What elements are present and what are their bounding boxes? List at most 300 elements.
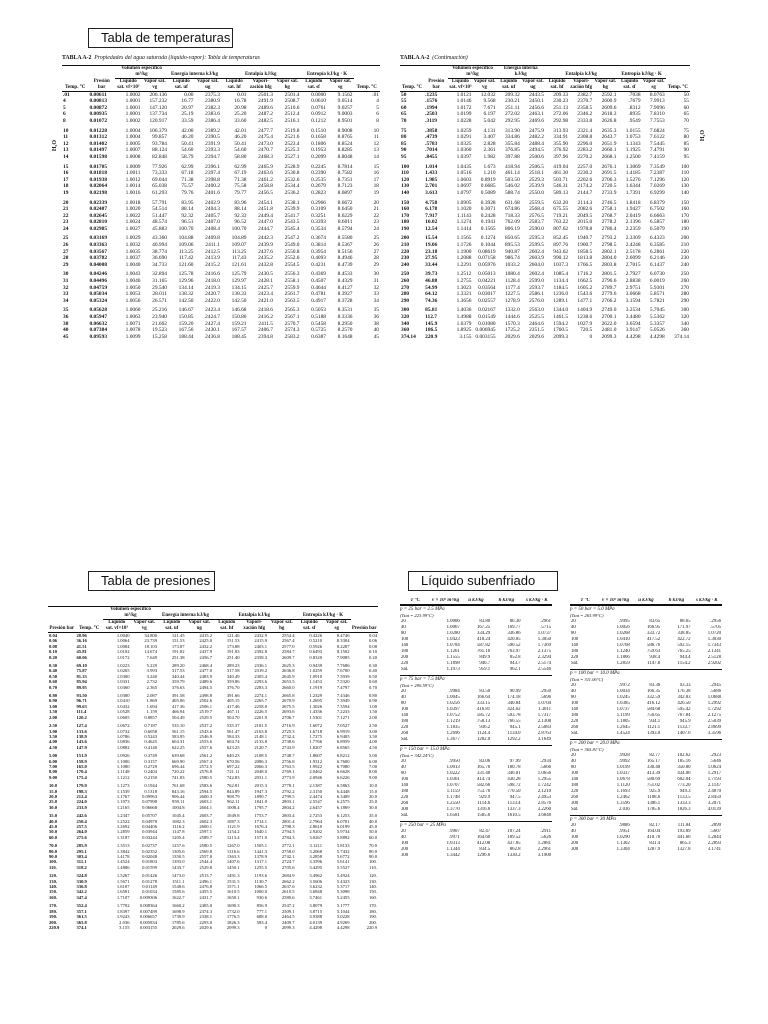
subcooled-column-header: v × 10³ m³/kg xyxy=(602,598,630,603)
table-cell: 2.365 xyxy=(146,684,157,690)
table-cell: 150 xyxy=(680,199,689,206)
table-cell: 1660.2 xyxy=(171,903,185,909)
table-cell: .9995 xyxy=(618,619,630,624)
table-cell: 64.12 xyxy=(425,291,438,298)
table-cell: 23.18 xyxy=(425,248,438,255)
table-cell: 1.0001 xyxy=(125,111,141,118)
table-cell: 2733.9 xyxy=(601,189,617,196)
table-cell: 2.9751 xyxy=(625,284,641,291)
table-cell: 1.0223 xyxy=(116,663,130,669)
table-cell: 32.894 xyxy=(152,271,167,278)
table-cell: 2498.8 xyxy=(199,693,212,699)
table-cell: 1.433 xyxy=(425,170,438,177)
table-row xyxy=(400,161,690,171)
table-cell: 2563.5 xyxy=(284,297,300,304)
table-cell: 1.0007 xyxy=(125,147,141,154)
table-cell: 1.7702 xyxy=(116,903,130,909)
table-cell: 16.78 xyxy=(234,98,247,105)
table-cell: 60.0 xyxy=(49,834,58,840)
table-cell: 35.0 xyxy=(368,813,377,819)
subcooled-column-header: h kJ/kg xyxy=(661,598,691,605)
table-cell: 35 xyxy=(373,307,379,314)
table-row xyxy=(62,105,380,112)
table-cell: 7.9085 xyxy=(336,654,350,660)
table-cell: 110 xyxy=(401,170,409,177)
table-cell: 2475.4 xyxy=(258,134,273,141)
table-cell: 8.5156 xyxy=(337,248,353,255)
table-cell: 230 xyxy=(680,255,689,262)
table-cell: 30 xyxy=(63,271,69,278)
table-cell: 320 xyxy=(401,314,410,320)
table-cell: 0.09593 xyxy=(89,333,108,340)
table-cell: 121.60 xyxy=(178,261,194,268)
table-cell: 107.24 xyxy=(507,829,521,834)
table-cell: 588.74 xyxy=(504,189,520,196)
table-cell: 2789.7 xyxy=(601,284,617,291)
table-cell: 2257.0 xyxy=(577,163,593,170)
table-cell: 1193.6 xyxy=(254,873,267,879)
table-cell: 1393.0 xyxy=(171,859,185,865)
table-cell: 2510.6 xyxy=(284,104,300,111)
table-cell: 1.3677 xyxy=(446,737,460,742)
table-cell: 0.8320 xyxy=(309,654,322,660)
table-cell: 1.0001 xyxy=(125,104,141,111)
table-cell: 2543.6 xyxy=(199,728,212,734)
table-cell: 1.1555 xyxy=(446,655,460,660)
table-cell: 334.91 xyxy=(553,134,569,141)
table-cell: 2464.6 xyxy=(529,320,544,327)
table-cell: 1690.3 xyxy=(226,903,240,909)
table-cell: 90.99 xyxy=(509,689,521,694)
table-cell: 2293.6 xyxy=(254,679,267,685)
table-cell: 142.50 xyxy=(178,297,194,304)
table-cell: 109.06 xyxy=(178,242,194,249)
table-cell: 1066.5 xyxy=(254,884,267,890)
table-cell: 180 xyxy=(401,649,409,654)
pressure-block xyxy=(400,745,552,819)
table-cell: .01 xyxy=(63,91,70,98)
table-cell: 200. xyxy=(368,919,377,925)
table-cell: 2.00 xyxy=(49,714,58,720)
table-cell: 6 xyxy=(376,111,379,118)
table-cell: 1.9312 xyxy=(309,758,322,764)
table-cell: 1327.8 xyxy=(677,847,691,852)
table-cell: 83.50 xyxy=(479,689,491,694)
table-cell: 1.6379 xyxy=(456,320,472,327)
table-cell: 251.11 xyxy=(505,104,520,111)
table-cell: 1.9922 xyxy=(309,763,322,769)
table-cell: 1.1900 xyxy=(456,248,472,255)
h2o-side-label-right: H₂O xyxy=(700,130,706,142)
table-cell: 584.68 xyxy=(646,707,661,712)
table-cell: 934.1 xyxy=(649,719,661,724)
table-cell: 0.2679 xyxy=(311,183,326,190)
saturation-temperature: (Tsat = 223.99°C) xyxy=(400,613,434,618)
table-cell: 2391.9 xyxy=(205,140,220,147)
table-cell: 2.5178 xyxy=(625,248,641,255)
table-cell: 397.96 xyxy=(553,153,569,160)
column-header: Presión bar xyxy=(89,78,116,91)
table-cell: 2.036 xyxy=(618,807,630,812)
table-row xyxy=(62,177,380,184)
column-header: Presión bar xyxy=(351,620,379,633)
table-cell: 34.800 xyxy=(144,633,157,638)
table-cell: 1.0102 xyxy=(116,649,130,655)
table-cell: 12 xyxy=(63,140,69,147)
table-cell: 9.0514 xyxy=(337,98,353,105)
table-cell: 0.5243 xyxy=(144,733,157,739)
table-cell: 2.9202 xyxy=(707,661,721,666)
table-row xyxy=(400,232,690,242)
table-cell: 417.36 xyxy=(171,703,185,709)
table-cell: Sat. xyxy=(401,813,409,818)
table-cell: 2525.3 xyxy=(284,147,300,154)
table-cell: 2583.2 xyxy=(284,333,300,340)
table-cell: 69.044 xyxy=(152,176,167,183)
table-cell: 25.0 xyxy=(368,799,377,805)
table-cell: 2099.3 xyxy=(281,924,295,930)
table-cell: 0.4644 xyxy=(311,284,326,291)
table-cell: 2559.5 xyxy=(529,199,544,206)
table-cell: 2534.4 xyxy=(284,183,300,190)
table-cell: 1.0053 xyxy=(125,291,141,298)
table-cell: 2778.1 xyxy=(281,783,295,789)
table-cell: 0.09963 xyxy=(142,793,157,799)
table-cell: 8.3304 xyxy=(336,638,350,644)
table-cell: 1.0056 xyxy=(616,625,630,630)
table-cell: 2.5128 xyxy=(707,655,721,660)
table-cell: 1.3842 xyxy=(116,848,130,854)
table-cell: 1289.1 xyxy=(553,297,569,304)
table-cell: 908.79 xyxy=(226,793,240,799)
table-cell: 60 xyxy=(683,104,689,111)
group-header: Entalpía kJ/kg xyxy=(545,65,617,78)
table-row xyxy=(62,242,380,249)
table-cell: 4.4298 xyxy=(625,333,641,340)
table-cell: 6.1869 xyxy=(336,804,350,810)
table-cell: 762.81 xyxy=(226,783,240,789)
table-cell: 3.0267 xyxy=(309,834,322,840)
table-row xyxy=(400,154,690,161)
table-cell: 110 xyxy=(681,170,689,177)
table-cell: 120 xyxy=(401,176,410,183)
table-cell: 0.04008 xyxy=(89,261,108,268)
table-cell: 2802.1 xyxy=(601,248,617,255)
table-cell: 2470.7 xyxy=(258,147,273,154)
table-cell: 1461.5 xyxy=(553,314,569,320)
table-cell: 2545.4 xyxy=(284,225,300,232)
table-cell: 2758.1 xyxy=(601,206,617,213)
table-cell: 2539.9 xyxy=(529,183,544,190)
table-cell: 7.2387 xyxy=(649,170,665,177)
table-cell: .5646 xyxy=(710,759,721,764)
table-cell: 2557.8 xyxy=(199,854,212,860)
table-cell: 313.90 xyxy=(504,127,520,134)
table-cell: 0.009306 xyxy=(139,894,157,900)
table-cell: 0.0610 xyxy=(311,98,326,105)
table-cell: 0.2404 xyxy=(144,769,157,775)
table-cell: 1033.2 xyxy=(504,261,520,268)
table-cell: 2.2893 xyxy=(707,841,721,846)
table-cell: 7.917 xyxy=(425,212,438,219)
table-cell: 81.33 xyxy=(76,673,87,679)
table-cell: 7.671 xyxy=(483,104,496,111)
table-cell: 1330.2 xyxy=(507,853,521,858)
table-cell: 5.4323 xyxy=(336,878,350,884)
table-cell: 324.8 xyxy=(76,873,87,879)
table-cell: 1.0516 xyxy=(456,170,472,177)
table-cell: 0.02048 xyxy=(142,854,157,860)
table-cell: 1.1148 xyxy=(117,769,130,775)
table-cell: 8.5580 xyxy=(337,235,353,242)
table-cell: 26 xyxy=(63,242,69,249)
table-cell: 7.1271 xyxy=(336,714,350,720)
table-cell: 2.8838 xyxy=(625,278,641,285)
table-cell: 2645.9 xyxy=(281,673,295,679)
table-cell: 100 xyxy=(401,163,410,170)
table-cell: 2539.9 xyxy=(284,206,300,213)
table-cell: 169.77 xyxy=(507,625,521,630)
table-cell: 140 xyxy=(401,783,409,788)
table-cell: 2626.8 xyxy=(601,117,617,124)
table-cell: 0.03944 xyxy=(142,829,157,835)
table-cell: 944.4 xyxy=(679,655,691,660)
table-cell: 96.71 xyxy=(76,698,87,704)
table-cell: .2503 xyxy=(425,111,438,118)
table-cell: 632.20 xyxy=(553,199,569,206)
table-cell: 220.9 xyxy=(366,924,377,930)
table-cell: 110. xyxy=(369,864,377,870)
table-row xyxy=(62,154,380,161)
column-header: Temp. °C xyxy=(62,78,89,91)
table-cell: 1.8607 xyxy=(309,753,322,759)
table-cell: 8.2950 xyxy=(337,320,353,327)
table-cell: 930.6 xyxy=(256,894,267,900)
table-cell: 1.0199 xyxy=(616,765,630,770)
table-cell: 95 xyxy=(401,153,407,160)
table-cell: 5.1044 xyxy=(336,908,350,914)
table-cell: 1.3187 xyxy=(116,834,130,840)
table-cell: .2956 xyxy=(710,619,721,624)
table-cell: 80 xyxy=(571,695,576,700)
table-cell: 40 xyxy=(401,835,406,840)
table-cell: 0 xyxy=(589,333,593,340)
table-cell: 3.4480 xyxy=(625,314,641,320)
table-cell: 6.197 xyxy=(483,111,496,118)
table-cell: 1.0012 xyxy=(125,176,141,183)
table-cell: 0.2966 xyxy=(311,199,326,206)
table-cell: 42.00 xyxy=(181,127,194,134)
table-cell: 9.00 xyxy=(49,774,58,780)
subcooled-right-column xyxy=(570,598,722,861)
table-cell: 1.0035 xyxy=(125,248,141,255)
table-cell: 2553.6 xyxy=(199,739,212,745)
table-cell: 8.2570 xyxy=(337,327,353,334)
table-cell: Sat. xyxy=(571,807,579,812)
table-row xyxy=(400,285,690,292)
table-cell: 1.4178 xyxy=(116,854,130,860)
caption-subcooled-liquid: Líquido subenfriado xyxy=(408,571,558,591)
table-cell: 2400.2 xyxy=(205,183,220,190)
table-cell: 0.02064 xyxy=(89,183,108,190)
table-cell: 330.40 xyxy=(646,765,661,770)
table-cell: 1433.7 xyxy=(171,864,185,870)
table-cell: 2413.9 xyxy=(205,255,220,262)
table-cell: 1004.8 xyxy=(171,804,185,810)
table-cell: 75.58 xyxy=(234,183,247,190)
table-cell: 166.64 xyxy=(476,695,491,700)
table-cell: 765.25 xyxy=(677,649,691,654)
table-cell: 113.25 xyxy=(231,248,247,255)
pressure-label: p = 100 bar = 10.0 MPa xyxy=(570,669,722,677)
table-cell: 30 xyxy=(373,271,379,278)
table-cell: 40.994 xyxy=(152,242,167,249)
table-cell: 0.3157 xyxy=(144,758,157,764)
table-cell: 1.0732 xyxy=(116,728,130,734)
table-cell: 79.77 xyxy=(234,189,247,196)
table-cell: 0.02985 xyxy=(89,225,108,232)
table-cell: 1.7275 xyxy=(309,733,322,739)
table-cell: 19.523 xyxy=(152,327,167,334)
table-cell: 80 xyxy=(683,134,689,141)
table-cell: 2374.3 xyxy=(199,908,212,914)
table-cell: 220.9 xyxy=(49,924,60,930)
column-header: Vapor sat. vg xyxy=(473,78,496,90)
table-cell: 1128.4 xyxy=(505,278,520,285)
table-cell: 150.85 xyxy=(178,314,194,320)
table-cell: 0.01598 xyxy=(89,153,108,160)
table-row xyxy=(62,219,380,226)
table-cell: 1.2165 xyxy=(116,804,130,810)
table-cell: 38 xyxy=(63,320,69,327)
column-header: Vapor sat. sg xyxy=(323,620,351,633)
table-cell: .5626 xyxy=(540,835,551,840)
table-cell: 2716.9 xyxy=(281,723,295,729)
table-cell: 16.77 xyxy=(181,98,194,105)
group-header: Energía interna kJ/kg xyxy=(497,65,545,78)
table-cell: 20 xyxy=(401,759,406,764)
table-cell: 7.7553 xyxy=(649,117,665,124)
column-header: Vapori-zación hfg xyxy=(248,78,275,91)
table-cell: 250 xyxy=(680,271,689,278)
table-cell: 467.11 xyxy=(227,709,240,715)
table-cell: 1.0043 xyxy=(125,271,141,278)
table-cell: 260 xyxy=(571,725,579,730)
table-cell: 2099.3 xyxy=(601,333,617,340)
table-cell: 160 xyxy=(401,206,410,213)
table-cell: 2423.4 xyxy=(258,291,273,298)
table-cell: 0.5926 xyxy=(309,643,322,649)
table-cell: 2525.5 xyxy=(529,314,544,320)
table-cell: 140 xyxy=(401,189,410,196)
table-cell: 2029.6 xyxy=(199,924,212,930)
table-cell: 1531.5 xyxy=(226,878,240,884)
table-cell: 2.8610 xyxy=(309,824,322,829)
table-cell: 1.0172 xyxy=(116,654,130,660)
table-cell: 1133.5 xyxy=(677,795,691,800)
table-cell: 6.178 xyxy=(425,206,438,213)
pressure-label: p = 75 bar = 7.5 MPa xyxy=(400,675,552,683)
table-cell: 60.06 xyxy=(76,654,87,660)
table-cell: 13 xyxy=(373,147,379,154)
table-cell: 51.447 xyxy=(152,212,167,219)
pressure-block xyxy=(400,821,552,859)
table-cell: 0.02645 xyxy=(89,212,108,219)
table-cell: 2461.2 xyxy=(258,176,273,183)
table-cell: 1.1080 xyxy=(116,763,130,769)
table-cell: 2468.4 xyxy=(199,663,212,669)
table-cell: 1.0797 xyxy=(456,189,472,196)
table-cell: 1.3023 xyxy=(456,284,472,291)
table-cell: 280 xyxy=(401,291,410,298)
table-cell: 2144.7 xyxy=(577,189,593,196)
table-cell: 1130.7 xyxy=(254,878,267,884)
table-cell: 92.33 xyxy=(234,212,247,219)
table-cell: 1.00 xyxy=(49,703,58,709)
table-cell: 104.88 xyxy=(178,235,194,242)
table-row xyxy=(48,870,378,878)
table-cell: 430.28 xyxy=(507,777,521,782)
table-cell: 1.2645 xyxy=(616,725,630,730)
table-cell: 2580.6 xyxy=(281,894,295,900)
table-cell: 0.0912 xyxy=(311,111,326,118)
saturated-water-temperature-table xyxy=(62,65,380,341)
pressure-block-table xyxy=(570,619,722,667)
table-cell: 3.2534 xyxy=(625,307,641,314)
table-cell: 230.21 xyxy=(504,98,520,105)
table-cell: 1.0013 xyxy=(446,765,460,770)
table-cell: 3.7461 xyxy=(309,894,322,900)
table-cell: 2386.4 xyxy=(205,117,220,124)
table-cell: 48.574 xyxy=(152,219,167,226)
table-cell: 151.53 xyxy=(171,638,185,644)
column-header: Vapor sat. ug xyxy=(186,620,214,633)
table-cell: .5705 xyxy=(710,625,721,630)
table-cell: 11 xyxy=(373,134,379,141)
table-cell: 461.30 xyxy=(553,170,569,177)
table-cell: 1441.3 xyxy=(254,848,267,854)
table-cell: 82.848 xyxy=(152,153,167,160)
table-cell: Sat. xyxy=(571,661,579,666)
table-cell: 2769.1 xyxy=(281,769,295,775)
table-cell: 441.66 xyxy=(677,835,691,840)
table-cell: 0.20 xyxy=(49,654,58,660)
table-cell: .1994 xyxy=(425,104,438,111)
table-cell: 0.08619 xyxy=(478,248,496,255)
table-cell: 0.03169 xyxy=(89,235,108,242)
table-cell: 150 xyxy=(401,199,410,206)
table-cell: 1317.1 xyxy=(254,859,267,865)
table-cell: .9992 xyxy=(618,759,630,764)
table-cell: 1.1020 xyxy=(456,206,472,213)
table-cell: 7.649 xyxy=(146,654,157,660)
column-header: Líquido sat. uf xyxy=(168,78,195,91)
table-cell: 160. xyxy=(49,894,58,900)
pressure-label: p = 25 bar = 2.5 MPa xyxy=(400,605,552,613)
table-cell: 23 xyxy=(373,219,379,226)
table-cell: 180 xyxy=(571,713,579,718)
table-cell: 0.3071 xyxy=(480,206,496,213)
table-cell: 14 xyxy=(63,153,69,160)
table-cell: 21 xyxy=(373,206,379,213)
table-cell: 0.02352 xyxy=(142,848,157,854)
table-cell: 1548.6 xyxy=(171,884,185,890)
table-cell: 1.0046 xyxy=(125,278,141,285)
table-cell: 82.17 xyxy=(649,823,661,828)
table-cell: 2496.1 xyxy=(199,878,212,884)
table-cell: 1.869 xyxy=(146,698,157,704)
table-cell: 1571.1 xyxy=(226,884,240,890)
